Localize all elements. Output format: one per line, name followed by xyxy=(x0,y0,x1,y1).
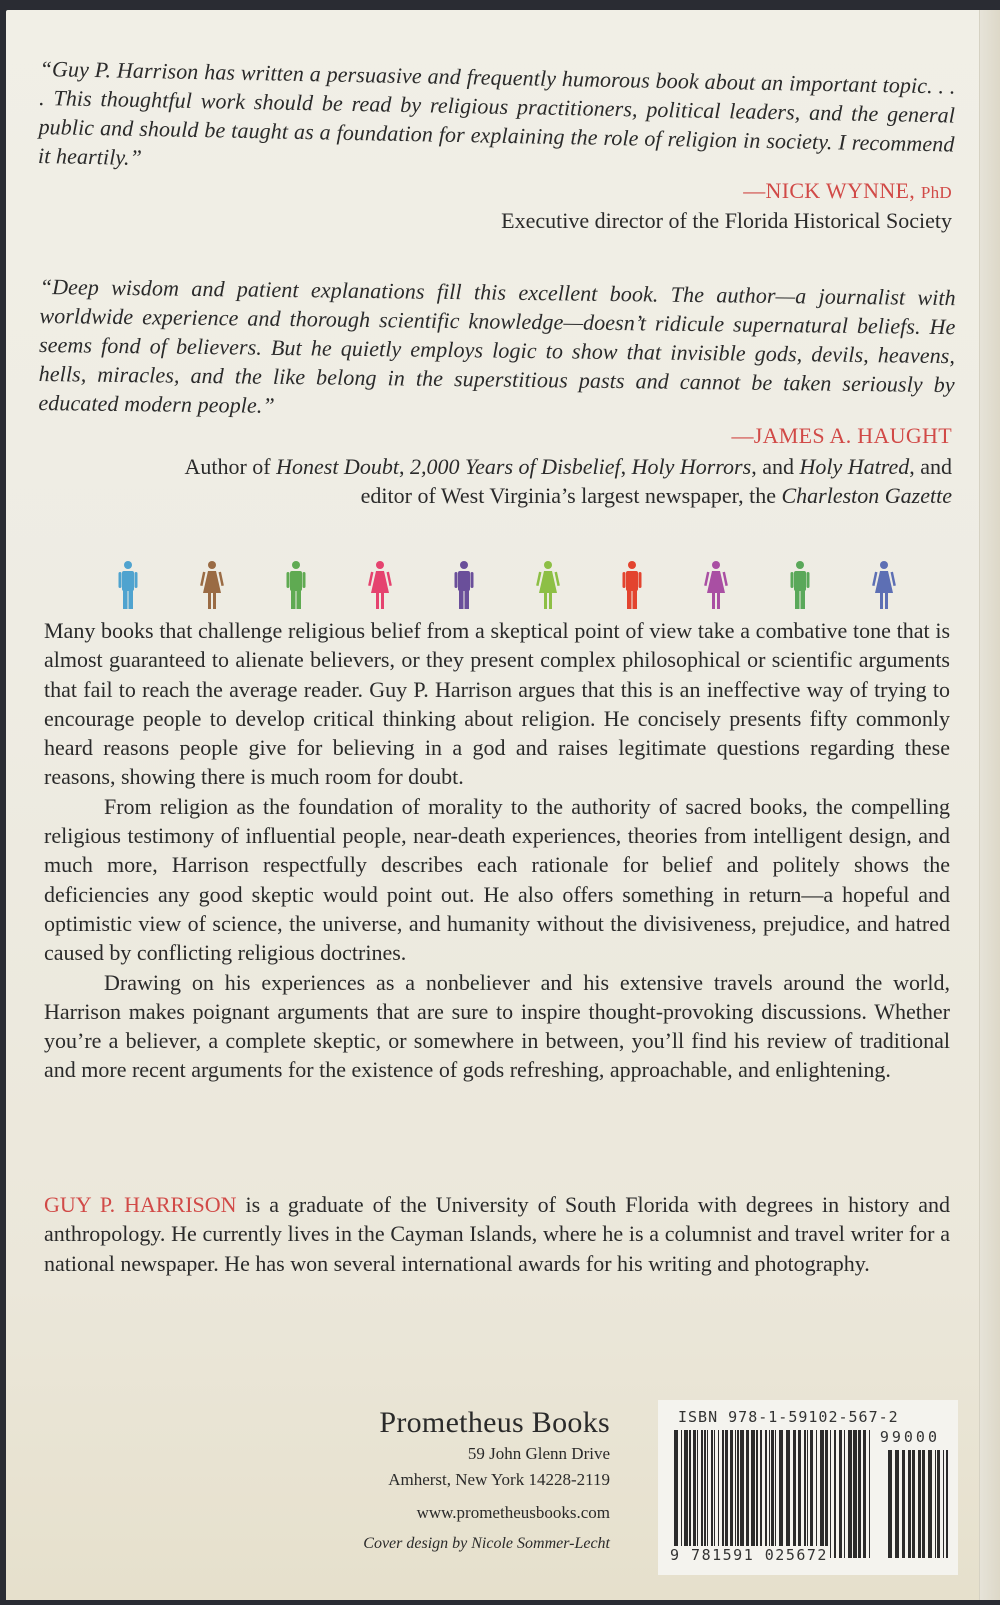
description-paragraph-1: Many books that challenge religious belief from a skeptical point of view take a combative tone that is almost guaranteed to alienate believers, or they present complex philosophical or scientific arguments that fail to reach the average reader. Guy P. Harrison argues that this is an ineffective way of trying to encourage people to develop critical thinking about religion. He concisely presents fifty commonly heard reasons people give for believing in a god and raises legitimate questions regarding these reasons, showing there is much room for doubt. xyxy=(44,618,950,790)
publisher-address-line-1: 59 John Glenn Drive xyxy=(467,1444,610,1463)
reviewer-title-1: Executive director of the Florida Historical Society xyxy=(501,208,952,233)
cover-right-edge xyxy=(979,10,1000,1600)
book-description xyxy=(44,616,950,1085)
price-code: 99000 xyxy=(879,1428,940,1446)
publisher-website-link[interactable]: www.prometheusbooks.com xyxy=(416,1503,610,1522)
woman-figure-icon xyxy=(368,560,392,610)
review-quote-1: “Guy P. Harrison has written a persuasive and frequently humorous book about an important topic. . . . This thoughtful work should be read by religious practitioners, political leaders, and the general public and should be taught as a foundation for explaining the role of religion in society. I recommend it heartily.” xyxy=(37,55,956,170)
woman-figure-icon xyxy=(704,560,728,610)
book-title: Honest Doubt xyxy=(276,454,399,479)
man-figure-icon xyxy=(620,560,644,610)
publisher-name: Prometheus Books xyxy=(379,1406,610,1439)
reviewer-degree-1: PhD xyxy=(920,183,952,202)
description-paragraph-3: Drawing on his experiences as a nonbeliever and his extensive travels around the world, Harrison makes poignant arguments that are sure to inspire thought-provoking discussions. Whether you’re a believer, a complete skeptic, or somewhere in between, you’ll find his review of traditional and more recent arguments for the existence of gods refreshing, approachable, and enlightening. xyxy=(44,969,950,1083)
description-paragraph-2: From religion as the foundation of morality to the authority of sacred books, the compelling religious testimony of influential people, near-death experiences, theories from intelligent design, and much more, Harrison respectfully describes each rationale for belief and politely shows the deficiencies any good skeptic would point out. He also offers something in return—a hopeful and optimistic view of science, the universe, and humanity without the divisiveness, prejudice, and hatred caused by conflicting religious doctrines. xyxy=(44,793,950,966)
review-quote-2: “Deep wisdom and patient explanations fill this excellent book. The author—a journalist with worldwide experience and thorough scientific knowledge—doesn’t ridicule supernatural beliefs. He seems fond of believers. But he quietly employs logic to show that invisible gods, devils, heavens, hells, miracles, and the like belong in the superstitious pasts and cannot be taken seriously by educated modern people.” xyxy=(38,273,956,418)
book-back-cover xyxy=(6,10,1000,1600)
woman-figure-icon xyxy=(200,560,224,610)
book-title: 2,000 Years of Disbelief xyxy=(409,454,621,479)
reviewer-title-2: Author of Honest Doubt, 2,000 Years of Disbelief, Holy Horrors, and Holy Hatred, and editor of West Virginia’s largest newspaper, the Charleston Gazette xyxy=(184,454,952,508)
newspaper-title: Charleston Gazette xyxy=(781,483,952,508)
people-figures-row xyxy=(116,550,896,610)
review-attribution-1 xyxy=(743,178,952,204)
ean-digits: 9 781591 025672 xyxy=(670,1546,828,1564)
isbn-barcode xyxy=(658,1400,958,1575)
isbn-label: ISBN 978-1-59102-567-2 xyxy=(678,1408,899,1426)
author-bio-text: is a graduate of the University of South Florida with degrees in history and anthropology. He currently lives in the Cayman Islands, where he is a columnist and travel writer for a national newspaper. He has won several international awards for his writing and photography. xyxy=(44,1192,950,1276)
man-figure-icon xyxy=(788,560,812,610)
reviewer-name-2: —JAMES A. HAUGHT xyxy=(731,423,952,448)
book-title: Holy Horrors xyxy=(631,454,752,479)
author-name: GUY P. HARRISON xyxy=(44,1192,237,1217)
author-bio xyxy=(44,1190,950,1278)
man-figure-icon xyxy=(284,560,308,610)
barcode-bars-icon xyxy=(674,1430,874,1558)
barcode-addon-bars-icon xyxy=(888,1450,950,1558)
book-title: Holy Hatred xyxy=(799,454,910,479)
publisher-block xyxy=(363,1405,610,1553)
cover-design-credit: Cover design by Nicole Sommer-Lecht xyxy=(363,1535,610,1552)
man-figure-icon xyxy=(452,560,476,610)
woman-figure-icon xyxy=(536,560,560,610)
man-figure-icon xyxy=(116,560,140,610)
reviewer-name-1: —NICK WYNNE, xyxy=(743,178,921,203)
publisher-address-line-2: Amherst, New York 14228-2119 xyxy=(388,1470,610,1489)
woman-figure-icon xyxy=(872,560,896,610)
